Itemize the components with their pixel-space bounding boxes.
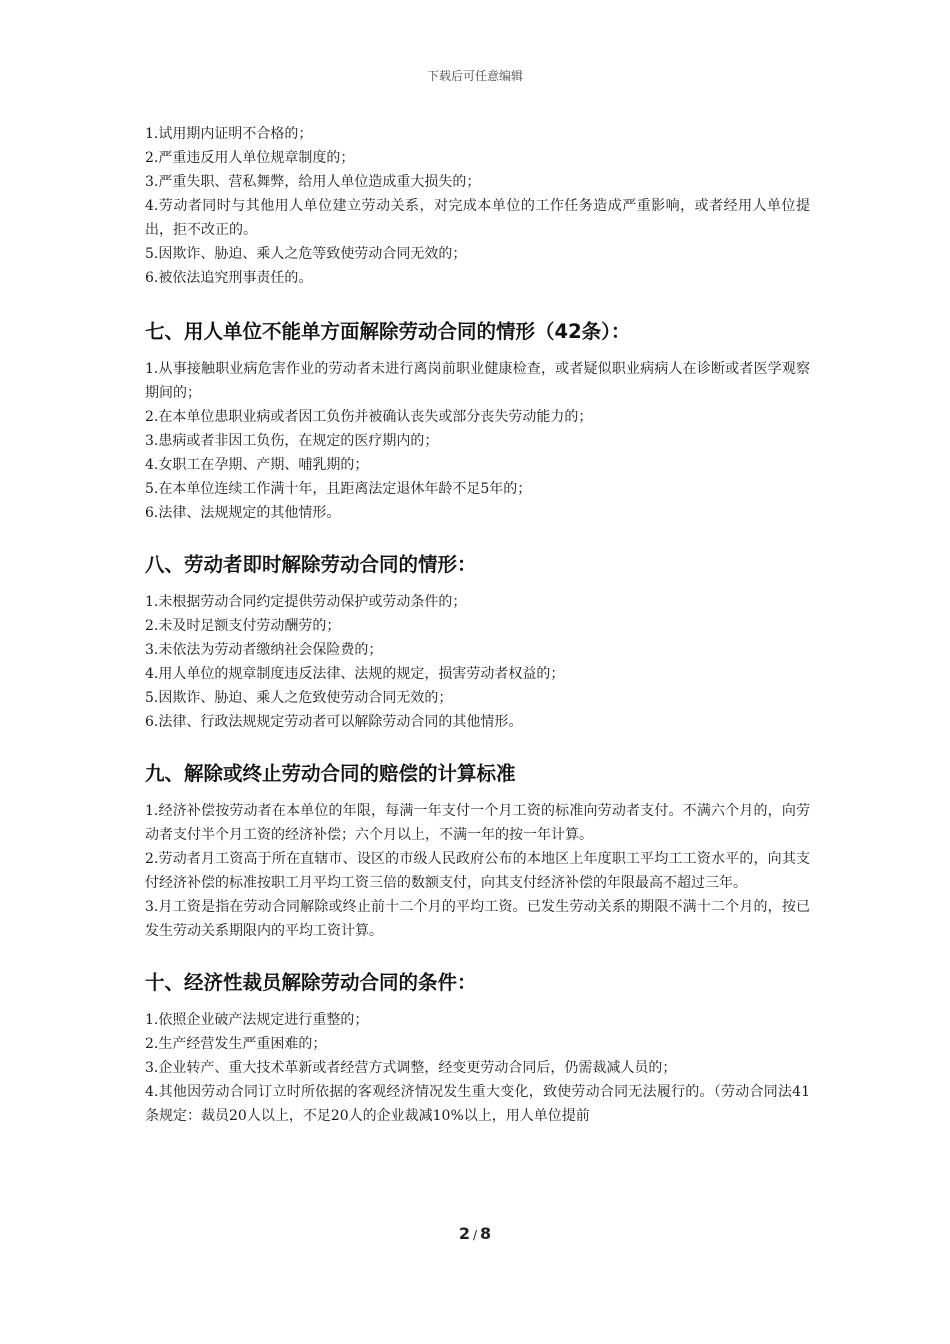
list-item: 4.用人单位的规章制度违反法律、法规的规定，损害劳动者权益的；	[145, 666, 565, 682]
list-item: 2.在本单位患职业病或者因工负伤并被确认丧失或部分丧失劳动能力的；	[145, 409, 593, 425]
list-item: 5.因欺诈、胁迫、乘人之危等致使劳动合同无效的；	[145, 246, 467, 262]
document-body	[145, 122, 810, 1128]
section-dismissal-conditions	[145, 122, 810, 290]
list-item: 1.从事接触职业病危害作业的劳动者未进行离岗前职业健康检查，或者疑似职业病病人在诊断或者医学观察期间的；	[145, 361, 810, 401]
page-number	[0, 1224, 950, 1243]
list-item: 2.未及时足额支付劳动酬劳的；	[145, 618, 341, 634]
section-title: 七、用人单位不能单方面解除劳动合同的情形（42条）：	[145, 320, 631, 343]
list-item: 4.其他因劳动合同订立时所依据的客观经济情况发生重大变化，致使劳动合同无法履行的。（劳动合同法41条规定：裁员20人以上，不足20人的企业裁减10%以上，用人单位提前	[145, 1084, 810, 1124]
section-nine	[145, 760, 810, 943]
list-item: 5.因欺诈、胁迫、乘人之危致使劳动合同无效的；	[145, 690, 453, 706]
total-pages: 8	[480, 1224, 492, 1243]
list-item: 4.女职工在孕期、产期、哺乳期的；	[145, 457, 369, 473]
section-ten	[145, 969, 810, 1128]
list-item: 6.法律、法规规定的其他情形。	[145, 505, 341, 521]
section-title: 八、劳动者即时解除劳动合同的情形：	[145, 553, 477, 576]
list-item: 1.经济补偿按劳动者在本单位的年限，每满一年支付一个月工资的标准向劳动者支付。不满六个月的，向劳动者支付半个月工资的经济补偿；六个月以上，不满一年的按一年计算。	[145, 803, 810, 843]
list-item: 1.未根据劳动合同约定提供劳动保护或劳动条件的；	[145, 594, 467, 610]
list-item: 5.在本单位连续工作满十年，且距离法定退休年龄不足5年的；	[145, 481, 532, 497]
list-item: 4.劳动者同时与其他用人单位建立劳动关系，对完成本单位的工作任务造成严重影响，或者经用人单位提出，拒不改正的。	[145, 198, 810, 238]
page-header: 下载后可任意编辑	[426, 69, 523, 83]
section-seven	[145, 318, 810, 525]
list-item: 3.月工资是指在劳动合同解除或终止前十二个月的平均工资。已发生劳动关系的期限不满十二个月的，按已发生劳动关系期限内的平均工资计算。	[145, 899, 810, 939]
list-item: 3.严重失职、营私舞弊，给用人单位造成重大损失的；	[145, 174, 481, 190]
list-item: 2.严重违反用人单位规章制度的；	[145, 150, 355, 166]
section-title: 十、经济性裁员解除劳动合同的条件：	[145, 971, 477, 994]
list-item: 3.患病或者非因工负伤，在规定的医疗期内的；	[145, 433, 439, 449]
list-item: 6.被依法追究刑事责任的。	[145, 270, 313, 286]
list-item: 1.依照企业破产法规定进行重整的；	[145, 1012, 369, 1028]
list-item: 2.生产经营发生严重困难的；	[145, 1036, 327, 1052]
current-page: 2	[458, 1224, 470, 1243]
list-item: 3.未依法为劳动者缴纳社会保险费的；	[145, 642, 383, 658]
list-item: 6.法律、行政法规规定劳动者可以解除劳动合同的其他情形。	[145, 714, 523, 730]
list-item: 2.劳动者月工资高于所在直辖市、设区的市级人民政府公布的本地区上年度职工平均工工资水平的，向其支付经济补偿的标准按职工月平均工资三倍的数额支付，向其支付经济补偿的年限最高不超过三年。	[145, 851, 810, 891]
list-item: 3.企业转产、重大技术革新或者经营方式调整，经变更劳动合同后，仍需裁减人员的；	[145, 1060, 677, 1076]
page-separator: /	[472, 1228, 478, 1242]
section-title: 九、解除或终止劳动合同的赔偿的计算标准	[145, 762, 516, 785]
section-eight	[145, 551, 810, 734]
list-item: 1.试用期内证明不合格的；	[145, 126, 313, 142]
